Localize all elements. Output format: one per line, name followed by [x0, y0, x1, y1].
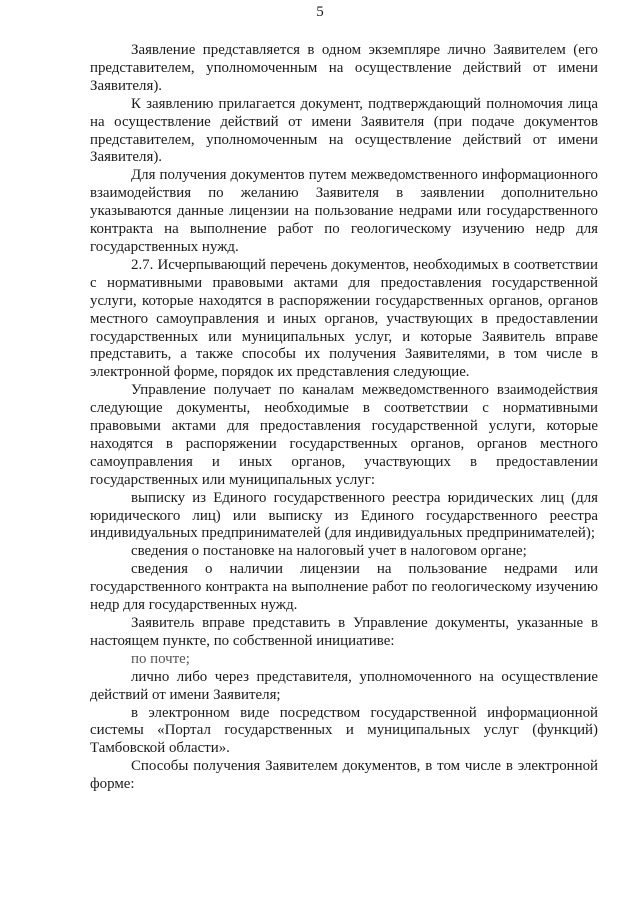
paragraph-own-initiative: Заявитель вправе представить в Управление документы, указанные в настоящем пункте, по собственной инициативе: [90, 615, 598, 649]
page-number: 5 [316, 4, 324, 20]
list-item-license-info: сведения о наличии лицензии на пользование недрами или государственного контракта на выполнение работ по геологическому изучению недр для государственных нужд. [90, 561, 598, 614]
list-item-electronic: в электронном виде посредством государственной информационной системы «Портал государственных и муниципальных услуг (функций) Тамбовской области». [90, 704, 598, 757]
list-item-by-mail: по почте; [131, 650, 190, 667]
paragraph-section-2-7: 2.7. Исчерпывающий перечень документов, необходимых в соответствии с нормативными правовыми актами для предоставления государственной услуги, которые находятся в распоряжении государственных органов, органов местного самоуправления и иных органов, участвующих в предоставлении государственных или муниципальных услуг, и которые Заявитель вправе представить, а также способы их получения Заявителями, в том числе в электронной форме, порядок их представления следующие. [90, 256, 598, 381]
paragraph-interagency-documents: Управление получает по каналам межведомственного взаимодействия следующие документы, необходимые в соответствии с нормативными правовыми актами для предоставления государственной услуги, которые находятся в распоряжении государственных органов, органов местного самоуправления и иных органов, участвующих в предоставлении государственных или муниципальных услуг: [90, 382, 598, 488]
paragraph-interagency-request: Для получения документов путем межведомственного информационного взаимодействия по желанию Заявителя в заявлении дополнительно указываются данные лицензии на пользование недрами или государственного контракта на выполнение работ по геологическому изучению недр для государственных нужд. [90, 167, 598, 255]
paragraph-receipt-methods: Способы получения Заявителем документов, в том числе в электронной форме: [90, 758, 598, 793]
list-item-registry-extract: выписку из Единого государственного реестра юридических лиц (для юридического лиц) или выписку из Единого государственного реестра индивидуальных предпринимателей (для индивидуальных предпринимателей); [90, 489, 598, 542]
list-item-in-person: лично либо через представителя, уполномоченного на осуществление действий от имени Заявителя; [90, 668, 598, 703]
paragraph-application-submission: Заявление представляется в одном экземпляре лично Заявителем (его представителем, уполномоченным на осуществление действий от имени Заявителя). [90, 42, 598, 94]
paragraph-authority-document: К заявлению прилагается документ, подтверждающий полномочия лица на осуществление действий от имени Заявителя (при подаче документов представителем, уполномоченным на осуществление действий от имени Заявителя). [90, 95, 598, 166]
list-item-tax-registration: сведения о постановке на налоговый учет в налоговом органе; [131, 543, 527, 560]
document-body [90, 42, 598, 794]
